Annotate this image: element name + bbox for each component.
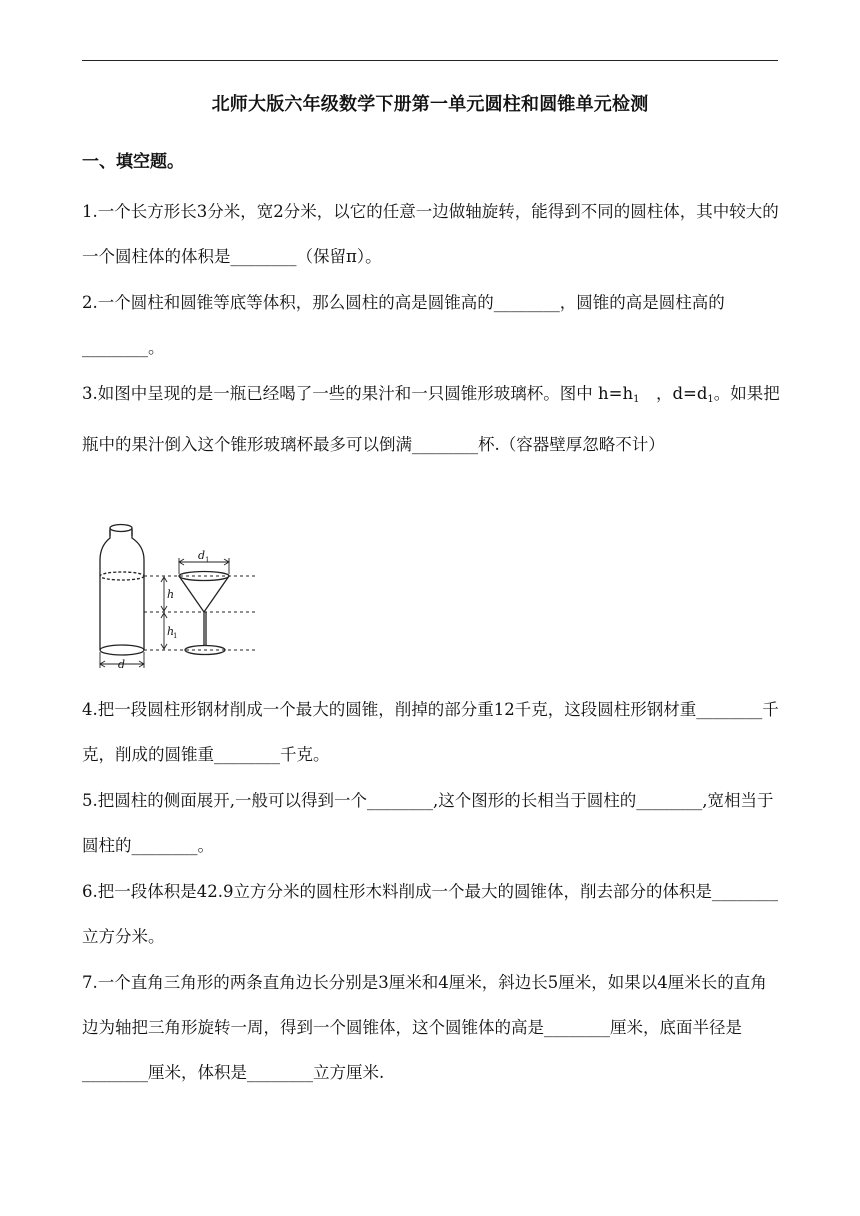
svg-text:1: 1 [173, 632, 178, 640]
answer-blank[interactable]: ________ [230, 247, 297, 266]
answer-blank[interactable]: ________ [247, 1063, 313, 1082]
question-6: 6.把一段体积是42.9立方分米的圆柱形木料削成一个最大的圆锥体，削去部分的体积是________立方分米。 [82, 882, 778, 946]
label-d: d [118, 658, 126, 671]
bottle-and-cone-figure [88, 518, 263, 678]
page-title: 北师大版六年级数学下册第一单元圆柱和圆锥单元检测 [211, 94, 649, 115]
header-rule [82, 60, 778, 61]
label-h: h [167, 588, 175, 601]
label-h1: h [167, 625, 175, 638]
answer-blank[interactable]: ________ [82, 1063, 148, 1082]
svg-text:1: 1 [205, 556, 210, 564]
answer-blank[interactable]: ________ [696, 700, 763, 719]
question-3: 3.如图中呈现的是一瓶已经喝了一些的果汁和一只圆锥形玻璃杯。图中 $h=h_1$ ，$d=d_1$。如果把瓶中的果汁倒入这个锥形玻璃杯最多可以倒满________杯.（容器壁厚忽略不计） [82, 384, 780, 454]
label-d1: d [198, 549, 206, 562]
answer-blank[interactable]: ________ [367, 791, 433, 810]
answer-blank[interactable]: ________ [711, 882, 778, 901]
question-1: 1.一个长方形长3分米，宽2分米，以它的任意一边做轴旋转，能得到不同的圆柱体，其中较大的一个圆柱体的体积是________（保留π）。 [82, 202, 779, 266]
bottle-liquid-top [100, 572, 144, 580]
question-5: 5.把圆柱的侧面展开,一般可以得到一个________,这个图形的长相当于圆柱的________,宽相当于圆柱的________。 [82, 791, 774, 855]
question-7: 7.一个直角三角形的两条直角边长分别是3厘米和4厘米，斜边长5厘米，如果以4厘米长的直角边为轴把三角形旋转一周，得到一个圆锥体，这个圆锥体的高是________厘米，底面半径是________厘米，体积是________立方厘米. [82, 973, 767, 1082]
answer-blank[interactable]: ________ [214, 745, 280, 764]
answer-blank[interactable]: ________ [82, 338, 148, 357]
bottle-base [100, 645, 144, 655]
answer-blank[interactable]: ________ [636, 791, 703, 810]
answer-blank[interactable]: ________ [544, 1018, 610, 1037]
question-4: 4.把一段圆柱形钢材削成一个最大的圆锥，削掉的部分重12千克，这段圆柱形钢材重________千克，削成的圆锥重________千克。 [82, 700, 779, 764]
cone-body [179, 576, 229, 612]
answer-blank[interactable]: ________ [493, 293, 560, 312]
bottle-cap [110, 525, 132, 532]
section-heading: 一、填空题。 [82, 152, 184, 172]
answer-blank[interactable]: ________ [131, 836, 198, 855]
bottle-outline [100, 530, 144, 650]
answer-blank[interactable]: ________ [412, 435, 478, 454]
question-2: 2.一个圆柱和圆锥等底等体积，那么圆柱的高是圆锥高的________，圆锥的高是圆柱高的________。 [82, 293, 725, 357]
